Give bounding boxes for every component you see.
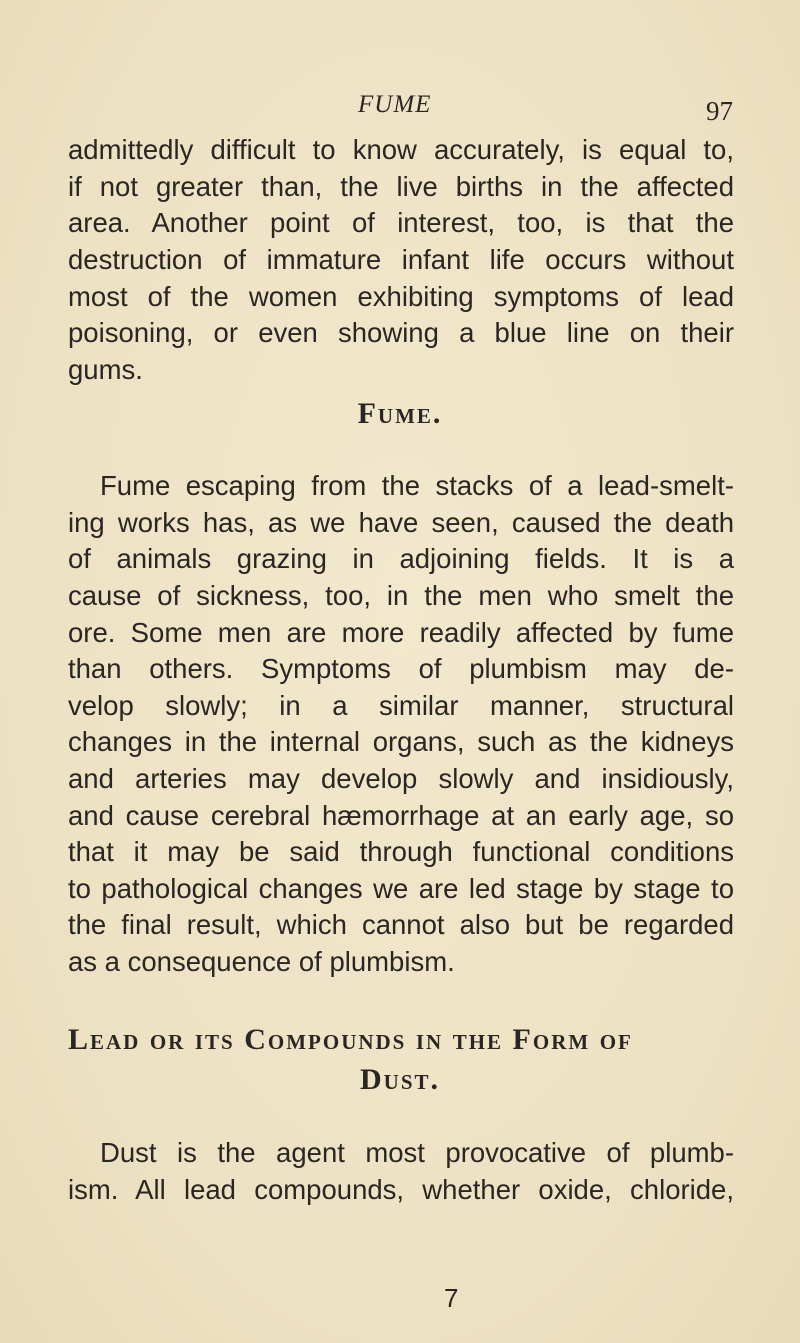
section-heading-fume: Fume. — [357, 397, 443, 430]
section-heading-dust-line-2: Dust. — [359, 1063, 441, 1096]
paragraph-line: if not greater than, the live births in the affected — [68, 171, 734, 202]
paragraph-line: that it may be said through functional conditions — [68, 836, 734, 867]
paragraph-line: to pathological changes we are led stage by stage to — [68, 873, 734, 904]
paragraph-line: as a consequence of plumbism. — [68, 946, 455, 977]
paragraph-line: and cause cerebral hæmorrhage at an early age, so — [68, 800, 734, 831]
running-head: FUME — [358, 91, 432, 118]
paragraph-line: velop slowly; in a similar manner, structural — [68, 690, 734, 721]
paragraph-line: Fume escaping from the stacks of a lead-smelt- — [100, 470, 734, 501]
paragraph-line: admittedly difficult to know accurately, is equal to, — [68, 134, 734, 165]
paragraph-line: destruction of immature infant life occurs without — [68, 244, 734, 275]
paragraph-line: and arteries may develop slowly and insidiously, — [68, 763, 734, 794]
paragraph-line: ore. Some men are more readily affected by fume — [68, 617, 734, 648]
paragraph-line: poisoning, or even showing a blue line on their — [68, 317, 734, 348]
paragraph-line: changes in the internal organs, such as the kidneys — [68, 726, 734, 757]
paragraph-line: cause of sickness, too, in the men who smelt the — [68, 580, 734, 611]
paragraph-line: Dust is the agent most provocative of plumb- — [100, 1137, 734, 1168]
section-heading-dust-line-1: Lead or its Compounds in the Form of — [68, 1023, 633, 1056]
paragraph-line: ism. All lead compounds, whether oxide, chloride, — [68, 1174, 734, 1205]
paragraph-line: the final result, which cannot also but be regarded — [68, 909, 734, 940]
page-number: 97 — [706, 96, 733, 126]
paragraph-line: of animals grazing in adjoining fields. It is a — [68, 543, 734, 574]
paragraph-line: area. Another point of interest, too, is that the — [68, 207, 734, 238]
paragraph-line: than others. Symptoms of plumbism may de- — [68, 653, 734, 684]
signature-mark: 7 — [444, 1283, 459, 1313]
paragraph-line: gums. — [68, 354, 143, 385]
paragraph-line: most of the women exhibiting symptoms of lead — [68, 281, 734, 312]
paragraph-line: ing works has, as we have seen, caused the death — [68, 507, 734, 538]
